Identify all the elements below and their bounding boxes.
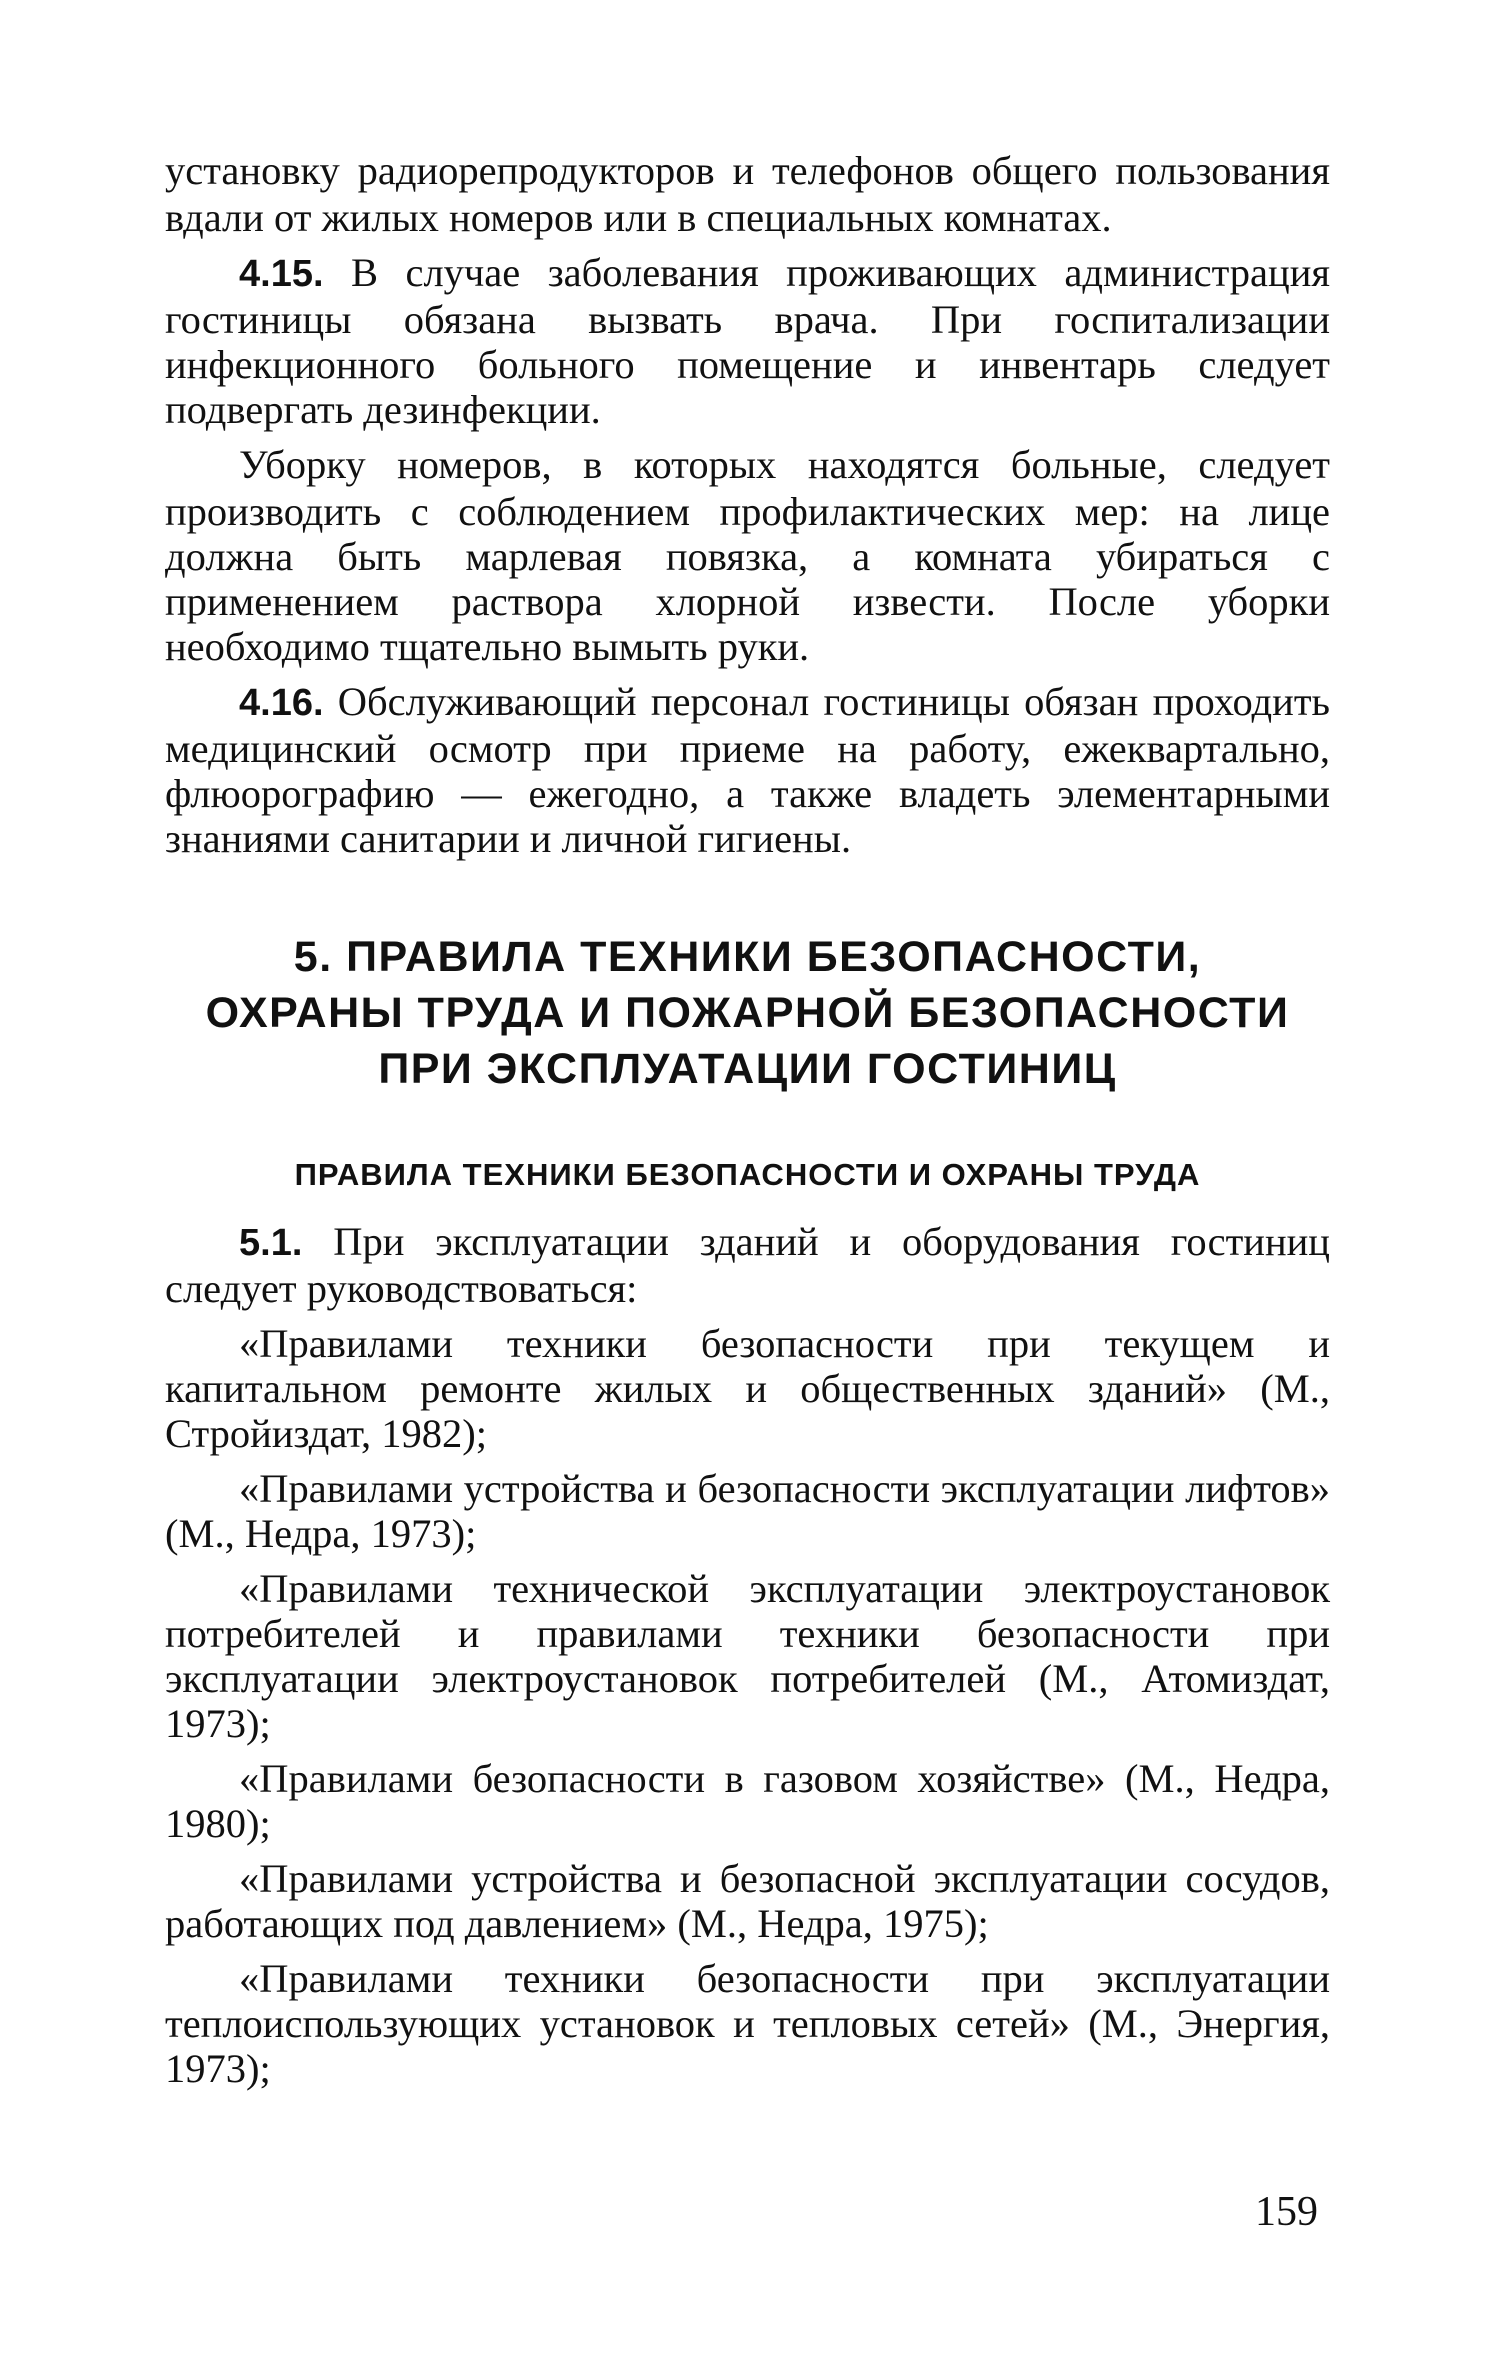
list-item bbox=[165, 1756, 1330, 1846]
list-item bbox=[165, 1466, 1330, 1556]
page-body bbox=[165, 148, 1330, 2101]
section-heading-line: 5. ПРАВИЛА ТЕХНИКИ БЕЗОПАСНОСТИ, bbox=[293, 933, 1202, 981]
subsection-heading: ПРАВИЛА ТЕХНИКИ БЕЗОПАСНОСТИ И ОХРАНЫ ТРУДА bbox=[294, 1157, 1201, 1192]
list-item bbox=[165, 1856, 1330, 1946]
list-item bbox=[165, 1566, 1330, 1746]
paragraph-text: В случае заболевания проживающих администрация гостиницы обязана вызвать врача. При госпитализации инфекционного больного помещение и инвентарь следует подвергать дезинфекции. bbox=[165, 250, 1330, 432]
clause-number: 4.15. bbox=[239, 253, 324, 295]
paragraph-text: «Правилами безопасности в газовом хозяйстве» (М., Недра, 1980); bbox=[165, 1756, 1330, 1846]
section-heading bbox=[165, 929, 1330, 1097]
section-heading-line: ПРИ ЭКСПЛУАТАЦИИ ГОСТИНИЦ bbox=[378, 1045, 1117, 1093]
list-item bbox=[165, 1321, 1330, 1456]
paragraph-text: «Правилами технической эксплуатации электроустановок потребителей и правилами техники безопасности при эксплуатации электроустановок потребителей (М., Атомиздат, 1973); bbox=[165, 1566, 1330, 1746]
paragraph-text: «Правилами устройства и безопасной эксплуатации сосудов, работающих под давлением» (М., Недра, 1975); bbox=[165, 1856, 1330, 1946]
paragraph-text: «Правилами устройства и безопасности эксплуатации лифтов» (М., Недра, 1973); bbox=[165, 1466, 1330, 1556]
paragraph bbox=[165, 679, 1330, 861]
paragraph-text: Уборку номеров, в которых находятся больные, следует производить с соблюдением профилактических мер: на лице должна быть марлевая повязка, а комната убираться с применением раствора хлорной извести. После уборки необходимо тщательно вымыть руки. bbox=[165, 442, 1330, 669]
paragraph-text: «Правилами техники безопасности при текущем и капитальном ремонте жилых и общественных зданий» (М., Стройиздат, 1982); bbox=[165, 1321, 1330, 1456]
paragraph-text: При эксплуатации зданий и оборудования гостиниц следует руководствоваться: bbox=[165, 1219, 1330, 1311]
paragraph bbox=[165, 148, 1330, 240]
list-item bbox=[165, 1956, 1330, 2091]
clause-number: 5.1. bbox=[239, 1222, 303, 1264]
paragraph-text: «Правилами техники безопасности при эксплуатации теплоиспользующих установок и тепловых сетей» (М., Энергия, 1973); bbox=[165, 1956, 1330, 2091]
section-heading-line: ОХРАНЫ ТРУДА И ПОЖАРНОЙ БЕЗОПАСНОСТИ bbox=[205, 989, 1290, 1037]
paragraph bbox=[165, 250, 1330, 432]
paragraph bbox=[165, 1219, 1330, 1311]
paragraph-text: установку радиорепродукторов и телефонов общего пользования вдали от жилых номеров или в специальных комнатах. bbox=[165, 148, 1330, 240]
page-number: 159 bbox=[1255, 2189, 1318, 2235]
paragraph-text: Обслуживающий персонал гостиницы обязан проходить медицинский осмотр при приеме на работу, ежеквартально, флюорографию — ежегодно, а также владеть элементарными знаниями санитарии и личной гигиены. bbox=[165, 679, 1330, 861]
clause-number: 4.16. bbox=[239, 682, 324, 724]
paragraph bbox=[165, 442, 1330, 669]
